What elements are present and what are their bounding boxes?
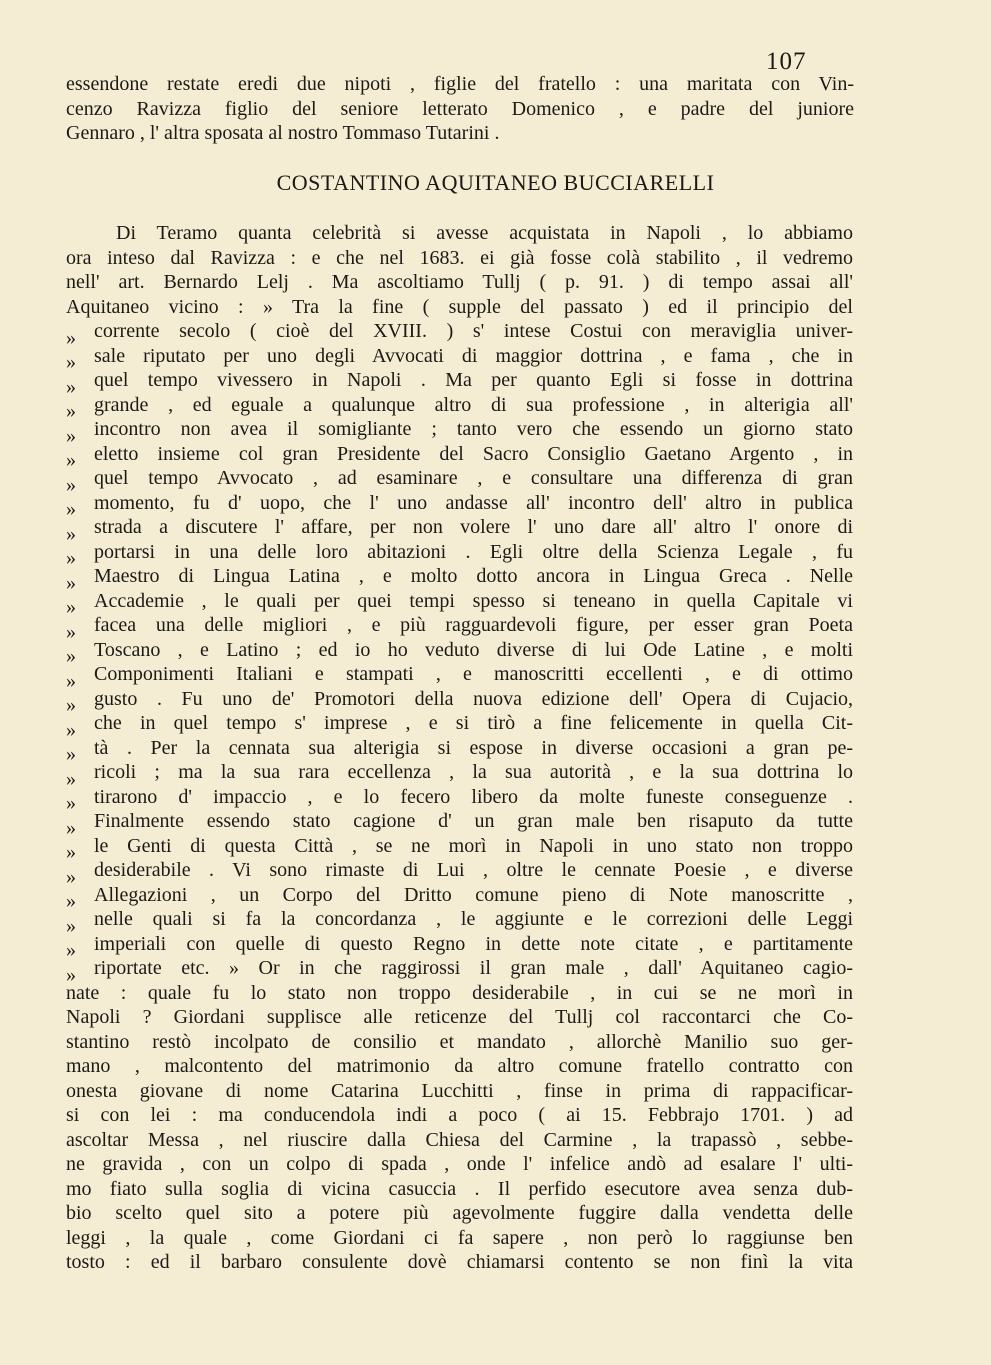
text-line — [66, 1250, 854, 1275]
line-text: leggi , la quale , come Giordani ci fa sapere , non però lo raggiunse ben — [66, 1226, 853, 1249]
line-text: Napoli ? Giordani supplisce alle reticenze del Tullj col raccontarci che Co- — [66, 1006, 853, 1028]
text-line — [66, 809, 854, 834]
line-text: quel tempo Avvocato , ad esaminare , e consultare una differenza di gran — [94, 467, 853, 489]
line-text: Allegazioni , un Corpo del Dritto comune pieno di Note manoscritte , — [94, 883, 853, 906]
line-text: Toscano , e Latino ; ed io ho veduto diverse di lui Ode Latine , e molti — [94, 638, 853, 661]
line-text: quel tempo vivessero in Napoli . Ma per quanto Egli si fosse in dottrina — [94, 369, 853, 391]
text-line — [66, 662, 854, 687]
text-line — [66, 1226, 854, 1251]
line-text: tosto : ed il barbaro consulente dovè chiamarsi contento se non finì la vita — [66, 1251, 853, 1273]
line-text: si con lei : ma conducendola indi a poco ( ai 15. Febbrajo 1701. ) ad — [66, 1104, 853, 1126]
line-text: le Genti di questa Città , se ne morì in Napoli in uno stato non troppo — [94, 834, 853, 857]
line-text: nell' art. Bernardo Lelj . Ma ascoltiamo Tullj ( p. 91. ) di tempo assai all' — [66, 271, 853, 293]
line-text: Maestro di Lingua Latina , e molto dotto ancora in Lingua Greca . Nelle — [94, 565, 853, 587]
text-line — [66, 785, 854, 810]
quotation-mark: » — [66, 326, 76, 344]
quotation-mark: » — [66, 522, 76, 540]
quotation-mark: » — [66, 890, 76, 907]
text-line — [66, 1201, 854, 1226]
line-text: mo fiato sulla soglia di vicina casuccia . Il perfido esecutore avea senza dub- — [66, 1177, 853, 1200]
line-text: portarsi in una delle loro abitazioni . Egli oltre della Scienza Legale , fu — [94, 540, 853, 563]
line-text: nate : quale fu lo stato non troppo desiderabile , in cui se ne morì in — [66, 981, 853, 1004]
text-line — [66, 540, 854, 565]
line-text: incontro non avea il somigliante ; tanto vero che essendo un giorno stato — [94, 418, 853, 440]
quotation-mark: » — [66, 718, 76, 736]
section-title: COSTANTINO AQUITANEO BUCCIARELLI — [276, 170, 715, 195]
intro-paragraph — [66, 72, 854, 146]
line-text: desiderabile . Vi sono rimaste di Lui , oltre le cennate Poesie , e diverse — [94, 859, 853, 881]
text-line — [66, 344, 854, 369]
text-line — [66, 1103, 854, 1128]
line-text: ricoli ; ma la sua rara eccellenza , la sua autorità , e la sua dottrina lo — [94, 761, 853, 783]
text-line — [66, 1005, 854, 1030]
line-text: mano , malcontento del matrimonio da altro comune fratello contratto con — [66, 1055, 853, 1077]
quotation-mark: » — [66, 816, 76, 834]
quotation-mark: » — [66, 939, 76, 956]
text-line — [66, 417, 854, 442]
text-line: cenzo Ravizza figlio del seniore letterato Domenico , e padre del juniore — [66, 97, 854, 120]
text-line — [66, 221, 854, 246]
quotation-mark: » — [66, 596, 76, 613]
line-text: tirarono d' impaccio , e lo fecero libero da molte funeste conseguenze . — [94, 785, 853, 808]
text-line — [66, 1079, 854, 1104]
quotation-mark: » — [66, 620, 76, 638]
line-text: nelle quali si fa la concordanza , le aggiunte e le correzioni delle Leggi — [94, 908, 853, 930]
text-line — [66, 760, 854, 785]
quotation-mark: » — [66, 547, 76, 564]
text-line — [66, 711, 854, 736]
text-line — [66, 981, 854, 1006]
line-text: Componimenti Italiani e stampati , e manoscritti eccellenti , e di ottimo — [94, 663, 853, 685]
line-text: Accademie , le quali per quei tempi spesso si teneano in quella Capitale vi — [94, 589, 853, 612]
quotation-mark: » — [66, 424, 76, 442]
line-text: tà . Per la cennata sua alterigia si espose in diverse occasioni a gran pe- — [94, 736, 853, 759]
quotation-mark: » — [66, 375, 76, 393]
text-line — [66, 270, 854, 295]
line-text: onesta giovane di nome Catarina Lucchitti , finse in prima di rappacificar- — [66, 1079, 853, 1102]
line-text: grande , ed eguale a qualunque altro di sua professione , in alterigia all' — [94, 393, 853, 416]
quotation-mark: » — [66, 743, 76, 760]
text-line: Gennaro , l' altra sposata al nostro Tommaso Tutarini . — [66, 122, 500, 144]
quotation-mark: » — [66, 694, 76, 711]
quotation-mark: » — [66, 449, 76, 466]
text-line — [66, 295, 854, 320]
text-line — [66, 442, 854, 467]
quotation-mark: » — [66, 963, 76, 981]
text-line — [66, 491, 854, 516]
line-text: ora inteso dal Ravizza : e che nel 1683. ei già fosse colà stabilito , il vedremo — [66, 246, 853, 269]
line-text: imperiali con quelle di questo Regno in dette note citate , e partitamente — [94, 932, 853, 955]
quotation-mark: » — [66, 351, 76, 368]
line-text: gusto . Fu uno de' Promotori della nuova edizione dell' Opera di Cujacio, — [94, 687, 853, 710]
line-text: Finalmente essendo stato cagione d' un gran male ben risaputo da tutte — [94, 810, 853, 832]
text-line — [66, 1054, 854, 1079]
text-line — [66, 368, 854, 393]
text-line — [66, 1030, 854, 1055]
text-line — [66, 907, 854, 932]
line-text: che in quel tempo s' imprese , e si tirò a fine felicemente in quella Cit- — [94, 712, 853, 734]
quotation-mark: » — [66, 841, 76, 858]
text-line — [66, 638, 854, 663]
quotation-mark: » — [66, 571, 76, 589]
text-line — [66, 956, 854, 981]
quotation-mark: » — [66, 400, 76, 417]
quotation-mark: » — [66, 792, 76, 809]
quotation-mark: » — [66, 473, 76, 491]
text-line — [66, 466, 854, 491]
body-paragraph — [66, 221, 854, 1275]
text-line — [66, 1177, 854, 1202]
line-text: facea una delle migliori , e più ragguardevoli figure, per esser gran Poeta — [94, 614, 853, 636]
quotation-mark: » — [66, 645, 76, 662]
line-text: Aquitaneo vicino : » Tra la fine ( supple del passato ) ed il principio del — [66, 295, 853, 318]
quotation-mark: » — [66, 865, 76, 883]
text-line — [66, 883, 854, 908]
line-text: strada a discutere l' affare, per non volere l' uno dare all' altro l' onore di — [94, 516, 853, 538]
line-text: Di Teramo quanta celebrità si avesse acquistata in Napoli , lo abbiamo — [116, 222, 853, 244]
text-line — [66, 1128, 854, 1153]
text-line — [66, 393, 854, 418]
text-line — [66, 319, 854, 344]
text-line — [66, 858, 854, 883]
text-line — [66, 613, 854, 638]
text-line — [66, 687, 854, 712]
line-text: sale riputato per uno degli Avvocati di maggior dottrina , e fama , che in — [94, 344, 853, 367]
text-line — [66, 834, 854, 859]
line-text: corrente secolo ( cioè del XVIII. ) s' intese Costui con meraviglia univer- — [94, 320, 853, 342]
line-text: stantino restò incolpato de consilio et mandato , allorchè Manilio suo ger- — [66, 1030, 853, 1053]
text-line — [66, 589, 854, 614]
quotation-mark: » — [66, 498, 76, 515]
quotation-mark: » — [66, 669, 76, 687]
text-line — [66, 1152, 854, 1177]
text-line — [66, 736, 854, 761]
quotation-mark: » — [66, 767, 76, 785]
line-text: eletto insieme col gran Presidente del Sacro Consiglio Gaetano Argento , in — [94, 442, 853, 465]
line-text: riportate etc. » Or in che raggirossi il gran male , dall' Aquitaneo cagio- — [94, 957, 853, 979]
quotation-mark: » — [66, 914, 76, 932]
text-line — [66, 564, 854, 589]
text-line — [66, 932, 854, 957]
line-text: momento, fu d' uopo, che l' uno andasse all' incontro dell' altro in publica — [94, 491, 853, 514]
text-line — [66, 246, 854, 271]
line-text: ascoltar Messa , nel riuscire dalla Chiesa del Carmine , la trapassò , sebbe- — [66, 1128, 853, 1151]
page-number: 107 — [766, 48, 807, 75]
text-line — [66, 515, 854, 540]
text-line: essendone restate eredi due nipoti , figlie del fratello : una maritata con Vin- — [66, 73, 854, 95]
line-text: ne gravida , con un colpo di spada , onde l' infelice andò ad esalare l' ulti- — [66, 1153, 853, 1175]
line-text: bio scelto quel sito a potere più agevolmente fuggire dalla vendetta delle — [66, 1202, 853, 1224]
